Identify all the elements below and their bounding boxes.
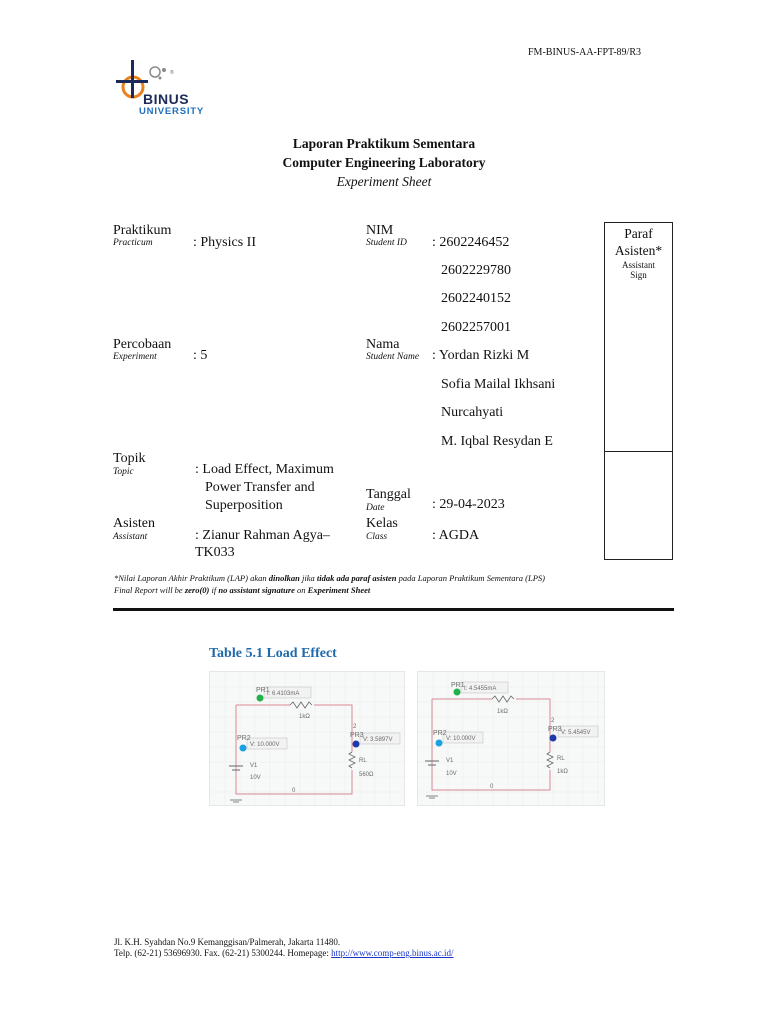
- ground-node-label: 0: [292, 788, 296, 794]
- circuit-screenshot-2: [417, 671, 605, 806]
- asisten-value-line1: : Zianur Rahman Agya–: [195, 528, 330, 543]
- load-name: RL: [359, 758, 367, 764]
- percobaan-label: Percobaan: [113, 337, 172, 352]
- probe-1-marker: [454, 689, 461, 696]
- sign-box-divider: [605, 451, 672, 452]
- note-line-2: Final Report will be zero(0) if no assistant signature on Experiment Sheet: [114, 585, 371, 595]
- tanggal-sublabel: Date: [366, 503, 385, 513]
- nama-value-1: : Yordan Rizki M: [432, 348, 530, 363]
- nama-value-3: Nurcahyati: [441, 405, 504, 420]
- source-name: V1: [446, 758, 454, 764]
- topik-value-line3: Superposition: [205, 498, 283, 513]
- footer-contact: Telp. (62-21) 53696930. Fax. (62-21) 5300244. Homepage: http://www.comp-eng.binus.ac.id/: [114, 948, 454, 958]
- document-subtitle: Experiment Sheet: [336, 174, 432, 189]
- svg-text:®: ®: [170, 70, 174, 76]
- node-2-label: 2: [353, 724, 357, 730]
- tanggal-label: Tanggal: [366, 487, 411, 502]
- probe-1-label: PR1: [256, 687, 270, 694]
- topik-value-line2: Power Transfer and: [205, 480, 315, 495]
- sign-box-subtitle: Assistant Sign: [621, 260, 655, 280]
- section-divider: [113, 608, 674, 611]
- homepage-link[interactable]: http://www.comp-eng.binus.ac.id/: [331, 948, 454, 958]
- logo-wordmark-sub: UNIVERSITY: [139, 106, 205, 117]
- probe-3-label: PR3: [350, 732, 364, 739]
- form-code: FM-BINUS-AA-FPT-89/R3: [528, 47, 641, 58]
- tanggal-value: : 29-04-2023: [432, 497, 505, 512]
- probe-3-marker: [550, 735, 557, 742]
- load-value: 560Ω: [359, 772, 374, 778]
- sign-box-title: Paraf Asisten*: [614, 226, 663, 258]
- assistant-sign-box[interactable]: [604, 222, 673, 560]
- table-caption: Table 5.1 Load Effect: [209, 646, 337, 661]
- nama-label: Nama: [366, 337, 400, 352]
- probe-3-reading: V: 5.4545V: [561, 730, 591, 736]
- praktikum-sublabel: Practicum: [113, 238, 153, 248]
- nim-value-1: : 2602246452: [432, 235, 510, 250]
- nama-value-2: Sofia Mailal Ikhsani: [441, 377, 556, 392]
- probe-2-marker: [436, 740, 443, 747]
- source-name: V1: [250, 763, 258, 769]
- node-2-label: 2: [551, 718, 555, 724]
- note-line-1: *Nilai Laporan Akhir Praktikum (LAP) akan dinolkan jika tidak ada paraf asisten pada Laporan Praktikum Sementara (LPS): [114, 573, 546, 583]
- probe-2-reading: V: 10.000V: [446, 736, 476, 742]
- kelas-value: : AGDA: [432, 528, 480, 543]
- nama-value-4: M. Iqbal Resydan E: [441, 434, 553, 449]
- topik-value-line1: : Load Effect, Maximum: [195, 462, 334, 477]
- ground-node-label: 0: [490, 784, 494, 790]
- lab-name: Computer Engineering Laboratory: [282, 155, 486, 170]
- logo-wordmark: BINUS: [143, 91, 190, 107]
- r1-value: 1kΩ: [299, 714, 310, 720]
- probe-3-marker: [353, 741, 360, 748]
- probe-2-marker: [240, 745, 247, 752]
- probe-1-marker: [257, 695, 264, 702]
- asisten-label: Asisten: [113, 516, 155, 531]
- load-value: 1kΩ: [557, 769, 568, 775]
- document-header: [0, 134, 768, 191]
- asisten-sublabel: Assistant: [113, 532, 148, 542]
- source-value: 10V: [250, 775, 261, 781]
- circuit-screenshot-1: [209, 671, 405, 806]
- source-value: 10V: [446, 771, 457, 777]
- probe-2-label: PR2: [433, 730, 447, 737]
- nim-sublabel: Student ID: [366, 238, 407, 248]
- probe-1-reading: I: 4.5455mA: [464, 686, 497, 692]
- nim-value-4: 2602257001: [441, 320, 511, 335]
- probe-3-label: PR3: [548, 726, 562, 733]
- r1-value: 1kΩ: [497, 709, 508, 715]
- praktikum-label: Praktikum: [113, 223, 172, 238]
- kelas-sublabel: Class: [366, 532, 388, 542]
- nama-sublabel: Student Name: [366, 352, 420, 362]
- praktikum-value: : Physics II: [193, 235, 256, 250]
- probe-2-reading: V: 10.000V: [250, 742, 280, 748]
- probe-1-reading: I: 6.4103mA: [267, 691, 300, 697]
- load-name: RL: [557, 756, 565, 762]
- topik-label: Topik: [113, 451, 146, 466]
- topik-sublabel: Topic: [113, 467, 134, 477]
- probe-1-label: PR1: [451, 682, 465, 689]
- kelas-label: Kelas: [366, 516, 398, 531]
- asisten-value-line2: TK033: [195, 545, 235, 560]
- percobaan-value: : 5: [193, 348, 208, 363]
- nim-value-2: 2602229780: [441, 263, 511, 278]
- probe-3-reading: V: 3.5897V: [363, 737, 393, 743]
- probe-2-label: PR2: [237, 735, 251, 742]
- percobaan-sublabel: Experiment: [113, 352, 157, 362]
- document-title: Laporan Praktikum Sementara: [292, 136, 476, 151]
- nim-label: NIM: [366, 223, 394, 238]
- nim-value-3: 2602240152: [441, 291, 511, 306]
- footer-address: Jl. K.H. Syahdan No.9 Kemanggisan/Palmerah, Jakarta 11480.: [114, 937, 341, 947]
